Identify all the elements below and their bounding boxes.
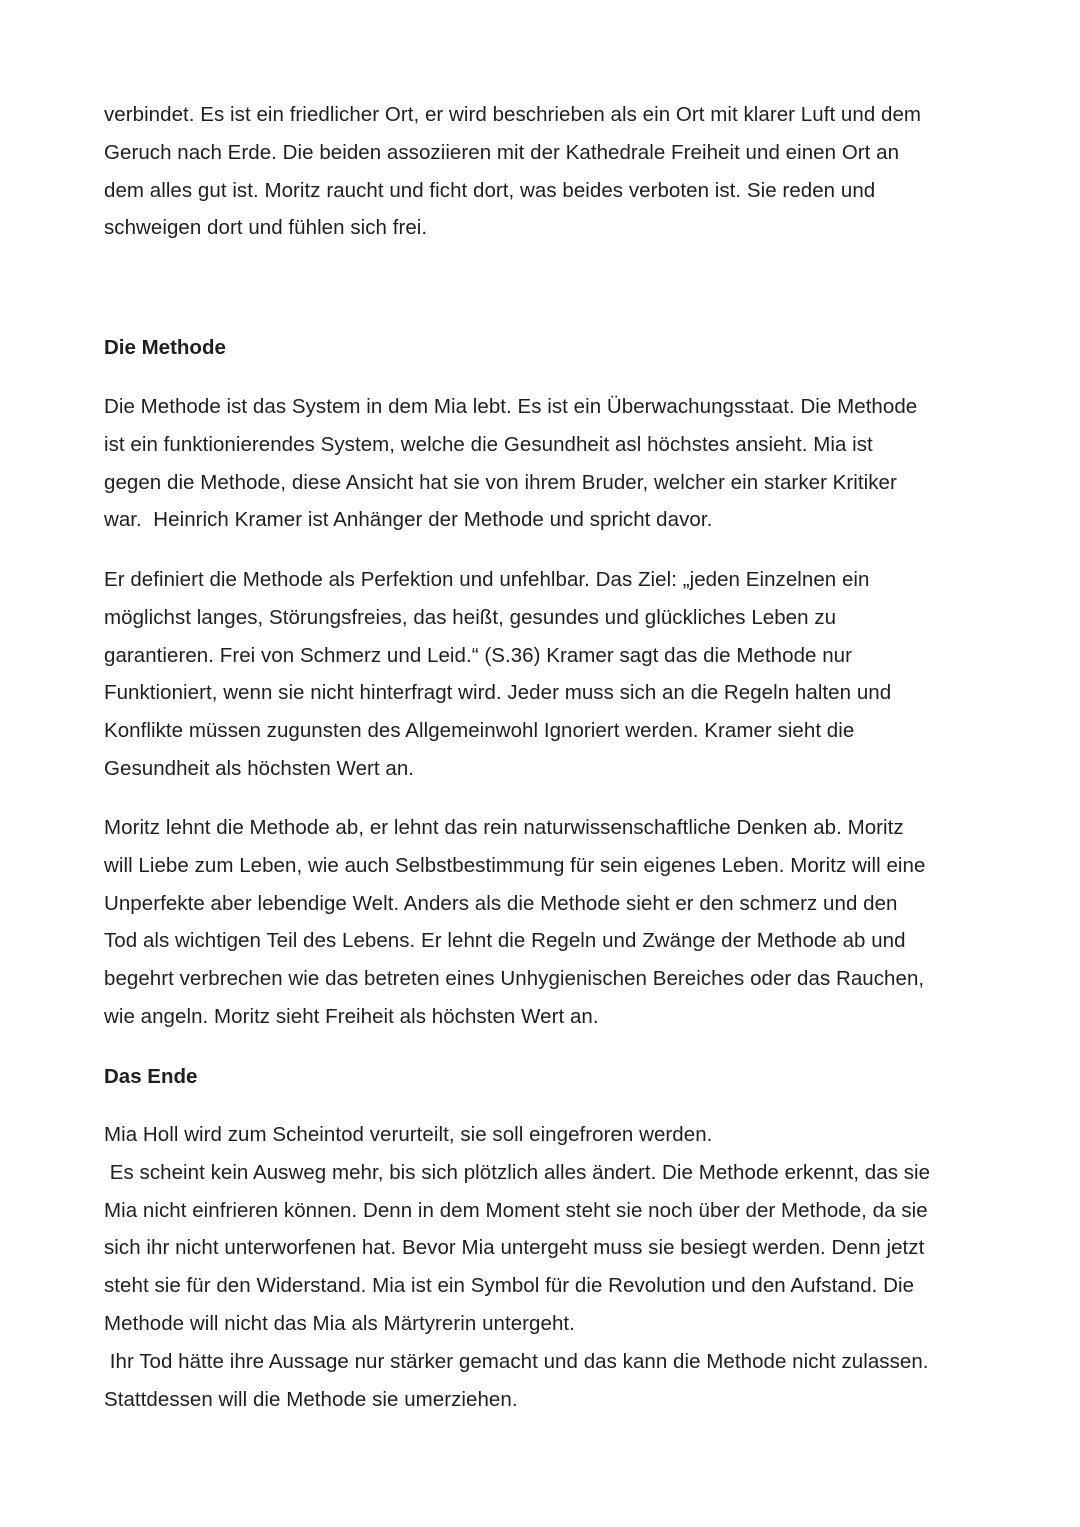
- section-heading-methode: Die Methode: [104, 336, 226, 359]
- intro-paragraph: [104, 96, 984, 247]
- text-line: Es scheint kein Ausweg mehr, bis sich plötzlich alles ändert. Die Methode erkennt, das sie: [104, 1160, 931, 1184]
- text-line: Stattdessen will die Methode sie umerziehen.: [104, 1387, 518, 1411]
- text-line: Die Methode ist das System in dem Mia lebt. Es ist ein Überwachungsstaat. Die Methode: [104, 395, 918, 418]
- text-line: Konflikte müssen zugunsten des Allgemeinwohl Ignoriert werden. Kramer sieht die: [104, 719, 855, 743]
- text-line: will Liebe zum Leben, wie auch Selbstbestimmung für sein eigenes Leben. Moritz will eine: [104, 853, 926, 877]
- text-line: war. Heinrich Kramer ist Anhänger der Methode und spricht davor.: [104, 508, 713, 532]
- text-line: Mia nicht einfrieren können. Denn in dem Moment steht sie noch über der Methode, da sie: [104, 1198, 928, 1222]
- methode-paragraph-1: [104, 388, 984, 539]
- text-line: Mia Holl wird zum Scheintod verurteilt, sie soll eingefroren werden.: [104, 1123, 713, 1146]
- text-line: steht sie für den Widerstand. Mia ist ein Symbol für die Revolution und den Aufstand. Die: [104, 1274, 915, 1298]
- text-line: Er definiert die Methode als Perfektion und unfehlbar. Das Ziel: „jeden Einzelnen ein: [104, 568, 870, 591]
- text-line: Ihr Tod hätte ihre Aussage nur stärker gemacht und das kann die Methode nicht zulassen.: [104, 1349, 929, 1373]
- text-line: möglichst langes, Störungsfreies, das heißt, gesundes und glückliches Leben zu: [104, 605, 837, 629]
- text-line: sich ihr nicht unterworfenen hat. Bevor Mia untergeht muss sie besiegt werden. Denn jetzt: [104, 1236, 925, 1260]
- text-line: Funktioniert, wenn sie nicht hinterfragt wird. Jeder muss sich an die Regeln halten und: [104, 681, 892, 705]
- text-line: wie angeln. Moritz sieht Freiheit als höchsten Wert an.: [104, 1004, 599, 1028]
- ende-paragraph-1: [104, 1116, 984, 1418]
- text-line: Methode will nicht das Mia als Märtyrerin untergeht.: [104, 1311, 575, 1335]
- text-line: Tod als wichtigen Teil des Lebens. Er lehnt die Regeln und Zwänge der Methode ab und: [104, 929, 906, 953]
- methode-paragraph-3: [104, 809, 984, 1036]
- text-line: Geruch nach Erde. Die beiden assoziieren mit der Kathedrale Freiheit und einen Ort an: [104, 140, 900, 164]
- text-line: Moritz lehnt die Methode ab, er lehnt das rein naturwissenschaftliche Denken ab. Moritz: [104, 816, 904, 839]
- methode-paragraph-2: [104, 561, 984, 788]
- text-line: Gesundheit als höchsten Wert an.: [104, 756, 415, 780]
- text-line: dem alles gut ist. Moritz raucht und ficht dort, was beides verboten ist. Sie reden und: [104, 178, 876, 202]
- text-line: ist ein funktionierendes System, welche die Gesundheit asl höchstes ansieht. Mia ist: [104, 432, 873, 456]
- text-line: schweigen dort und fühlen sich frei.: [104, 216, 428, 240]
- text-line: verbindet. Es ist ein friedlicher Ort, er wird beschrieben als ein Ort mit klarer Luft und dem: [104, 103, 922, 126]
- text-line: garantieren. Frei von Schmerz und Leid.“ (S.36) Kramer sagt das die Methode nur: [104, 643, 853, 667]
- text-line: Unperfekte aber lebendige Welt. Anders als die Methode sieht er den schmerz und den: [104, 891, 898, 915]
- section-heading-ende: Das Ende: [104, 1065, 198, 1088]
- text-line: gegen die Methode, diese Ansicht hat sie von ihrem Bruder, welcher ein starker Kritiker: [104, 470, 897, 494]
- text-line: begehrt verbrechen wie das betreten eines Unhygienischen Bereiches oder das Rauchen,: [104, 967, 925, 991]
